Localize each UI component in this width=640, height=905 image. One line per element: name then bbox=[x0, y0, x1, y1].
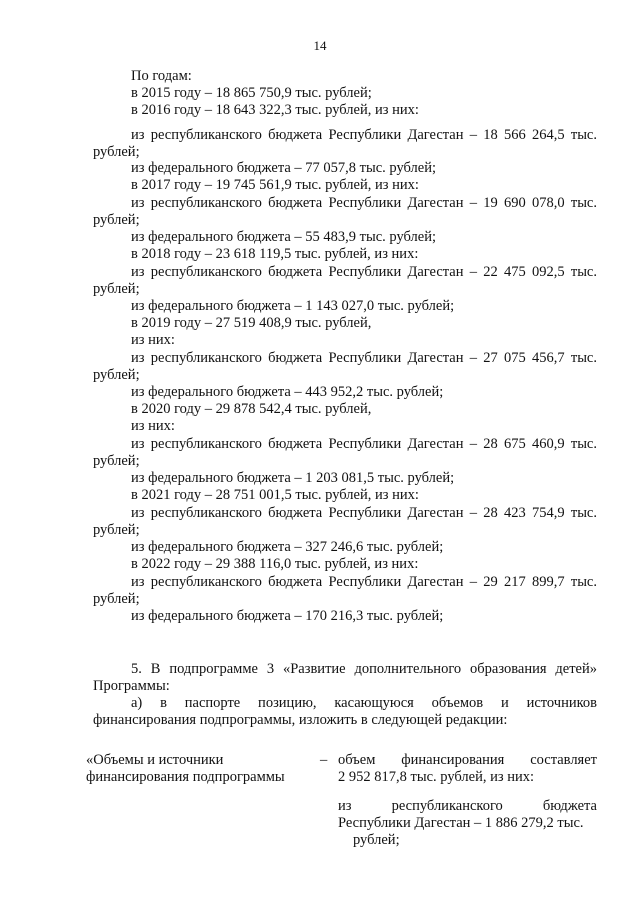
item-a-text: а) в паспорте позицию, касающуюся объемов и источников bbox=[131, 695, 597, 711]
year-2022-total: в 2022 году – 29 388 116,0 тыс. рублей, из них: bbox=[131, 556, 419, 572]
year-2020-total: в 2020 году – 29 878 542,4 тыс. рублей, bbox=[131, 401, 372, 417]
section5-heading: 5. В подпрограмме 3 «Развитие дополнительного образования детей» bbox=[131, 661, 597, 677]
year-2016-total: в 2016 году – 18 643 322,3 тыс. рублей, из них: bbox=[131, 102, 419, 118]
year-2021-republic-cont: рублей; bbox=[93, 522, 140, 538]
year-2018-federal: из федерального бюджета – 1 143 027,0 тыс. рублей; bbox=[131, 298, 455, 314]
passport-row-value-5: рублей; bbox=[353, 832, 400, 848]
year-2020-federal: из федерального бюджета – 1 203 081,5 тыс. рублей; bbox=[131, 470, 455, 486]
passport-row-value-3: из республиканского бюджета bbox=[338, 798, 597, 814]
passport-row-value-4: Республики Дагестан – 1 886 279,2 тыс. bbox=[338, 815, 584, 831]
year-2018-republic-cont: рублей; bbox=[93, 281, 140, 297]
year-2016-republic-cont: рублей; bbox=[93, 144, 140, 160]
year-2019-republic-cont: рублей; bbox=[93, 367, 140, 383]
year-2019-federal: из федерального бюджета – 443 952,2 тыс. рублей; bbox=[131, 384, 444, 400]
section5-heading-cont: Программы: bbox=[93, 678, 170, 694]
passport-row-dash: – bbox=[320, 752, 328, 768]
year-2022-republic-cont: рублей; bbox=[93, 591, 140, 607]
year-2020-republic-cont: рублей; bbox=[93, 453, 140, 469]
year-2019-total: в 2019 году – 27 519 408,9 тыс. рублей, bbox=[131, 315, 372, 331]
year-2021-republic: из республиканского бюджета Республики Дагестан – 28 423 754,9 тыс. bbox=[131, 505, 597, 521]
year-2017-republic-cont: рублей; bbox=[93, 212, 140, 228]
passport-row-value-1: объем финансирования составляет bbox=[338, 752, 597, 768]
year-2020-republic: из республиканского бюджета Республики Дагестан – 28 675 460,9 тыс. bbox=[131, 436, 597, 452]
year-2019-of-them: из них: bbox=[131, 332, 175, 348]
year-2016-republic: из республиканского бюджета Республики Дагестан – 18 566 264,5 тыс. bbox=[131, 127, 597, 143]
year-2021-federal: из федерального бюджета – 327 246,6 тыс. рублей; bbox=[131, 539, 444, 555]
passport-row-label: «Объемы и источники bbox=[86, 752, 224, 768]
year-2022-republic: из республиканского бюджета Республики Дагестан – 29 217 899,7 тыс. bbox=[131, 574, 597, 590]
passport-row-value-2: 2 952 817,8 тыс. рублей, из них: bbox=[338, 769, 534, 785]
year-2020-of-them: из них: bbox=[131, 418, 175, 434]
year-2018-total: в 2018 году – 23 618 119,5 тыс. рублей, из них: bbox=[131, 246, 419, 262]
item-a-text-cont: финансирования подпрограммы, изложить в следующей редакции: bbox=[93, 712, 508, 728]
year-2017-republic: из республиканского бюджета Республики Дагестан – 19 690 078,0 тыс. bbox=[131, 195, 597, 211]
year-2017-total: в 2017 году – 19 745 561,9 тыс. рублей, из них: bbox=[131, 177, 419, 193]
page-number: 14 bbox=[313, 38, 327, 53]
year-2021-total: в 2021 году – 28 751 001,5 тыс. рублей, из них: bbox=[131, 487, 419, 503]
year-2015-total: в 2015 году – 18 865 750,9 тыс. рублей; bbox=[131, 85, 372, 101]
year-2018-republic: из республиканского бюджета Республики Дагестан – 22 475 092,5 тыс. bbox=[131, 264, 597, 280]
year-2022-federal: из федерального бюджета – 170 216,3 тыс. рублей; bbox=[131, 608, 444, 624]
year-2019-republic: из республиканского бюджета Республики Дагестан – 27 075 456,7 тыс. bbox=[131, 350, 597, 366]
passport-row-label-cont: финансирования подпрограммы bbox=[86, 769, 285, 785]
by-years-label: По годам: bbox=[131, 68, 192, 84]
year-2017-federal: из федерального бюджета – 55 483,9 тыс. рублей; bbox=[131, 229, 436, 245]
year-2016-federal: из федерального бюджета – 77 057,8 тыс. рублей; bbox=[131, 160, 436, 176]
